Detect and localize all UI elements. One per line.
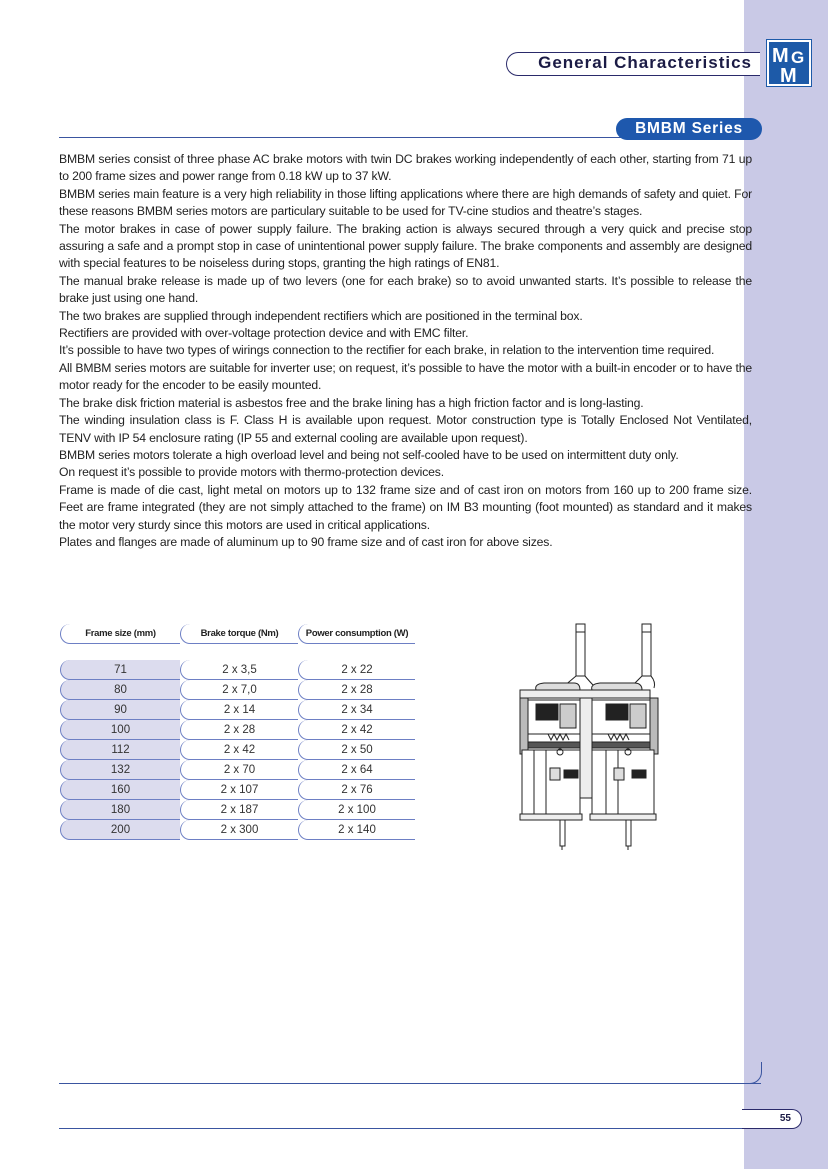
paragraph: The manual brake release is made up of two levers (one for each brake) so to avoid unwanted starts. It’s possible to release the brake just using one hand. xyxy=(59,273,752,306)
description-text xyxy=(59,151,752,551)
frame-size-cell: 132 xyxy=(60,760,180,780)
frame-size-cell: 200 xyxy=(60,820,180,840)
power-consumption-cell: 2 x 140 xyxy=(298,820,415,840)
power-consumption-cell: 2 x 50 xyxy=(298,740,415,760)
brake-torque-cell: 2 x 187 xyxy=(180,800,298,820)
frame-size-cell: 80 xyxy=(60,680,180,700)
table-header-row xyxy=(60,624,415,644)
table-row xyxy=(60,820,415,840)
svg-text:G: G xyxy=(791,48,805,67)
power-consumption-cell: 2 x 28 xyxy=(298,680,415,700)
table-row xyxy=(60,740,415,760)
frame-size-cell: 180 xyxy=(60,800,180,820)
table-row xyxy=(60,780,415,800)
paragraph: On request it’s possible to provide motors with thermo-protection devices. xyxy=(59,465,444,480)
series-title-badge: BMBM Series xyxy=(616,118,762,140)
brake-torque-cell: 2 x 107 xyxy=(180,780,298,800)
frame-size-cell: 90 xyxy=(60,700,180,720)
twin-brake-section-drawing xyxy=(514,620,664,850)
table-row xyxy=(60,660,415,680)
paragraph: BMBM series consist of three phase AC brake motors with twin DC brakes working independently of each other, starting from 71 up to 200 frame sizes and power range from 0.18 kW up to 37 kW. xyxy=(59,152,752,184)
table-row xyxy=(60,700,415,720)
paragraph: BMBM series main feature is a very high reliability in those lifting applications where there are high demands of safety and quiet. For these reasons BMBM series motors are particulary suitable to be used for TV-cine studios and theatre’s stages. xyxy=(59,186,752,219)
power-consumption-cell: 2 x 42 xyxy=(298,720,415,740)
svg-text:M: M xyxy=(780,65,797,84)
power-consumption-cell: 2 x 64 xyxy=(298,760,415,780)
paragraph: The winding insulation class is F. Class H is available upon request. Motor construction type is Totally Enclosed Not Ventilated, TENV with IP 54 enclosure rating (IP 55 and external cooling are available upon request). xyxy=(59,413,752,445)
paragraph: All BMBM series motors are suitable for inverter use; on request, it’s possible to have the motor with a built-in encoder or to have the motor ready for the encoder to be easily mounted. xyxy=(59,360,752,393)
paragraph: The two brakes are supplied through independent rectifiers which are positioned in the terminal box. xyxy=(59,308,583,323)
power-consumption-cell: 2 x 22 xyxy=(298,660,415,680)
brake-torque-cell: 2 x 3,5 xyxy=(180,660,298,680)
table-row xyxy=(60,720,415,740)
frame-size-cell: 100 xyxy=(60,720,180,740)
brake-torque-cell: 2 x 28 xyxy=(180,720,298,740)
table-row xyxy=(60,680,415,700)
power-consumption-cell: 2 x 100 xyxy=(298,800,415,820)
paragraph: Rectifiers are provided with over-voltage protection device and with EMC filter. xyxy=(59,326,469,341)
frame-size-cell: 112 xyxy=(60,740,180,760)
page-number: 55 xyxy=(742,1109,802,1129)
table-row xyxy=(60,760,415,780)
side-color-band xyxy=(744,0,828,1169)
svg-text:M: M xyxy=(772,45,789,67)
header-brake-torque: Brake torque (Nm) xyxy=(180,624,298,644)
footer-line xyxy=(59,1128,759,1129)
brake-torque-cell: 2 x 14 xyxy=(180,700,298,720)
power-consumption-cell: 2 x 34 xyxy=(298,700,415,720)
mgm-logo xyxy=(767,40,811,86)
section-title: General Characteristics xyxy=(538,53,752,72)
frame-size-cell: 160 xyxy=(60,780,180,800)
table-row xyxy=(60,800,415,820)
paragraph: BMBM series motors tolerate a high overload level and being not self-cooled have to be used on intermittent duty only. xyxy=(59,447,679,462)
paragraph: Plates and flanges are made of aluminum up to 90 frame size and of cast iron for above sizes. xyxy=(59,534,553,549)
header-frame-size: Frame size (mm) xyxy=(60,624,180,644)
paragraph: The motor brakes in case of power supply failure. The braking action is always secured through a very quick and precise stop assuring a safe and a prompt stop in case of unintentional power supply failure. The brake components and assembly are designed with special features to be noiseless during stops, granting the high ratings of EN81. xyxy=(59,221,752,271)
brake-torque-cell: 2 x 7,0 xyxy=(180,680,298,700)
frame-size-cell: 71 xyxy=(60,660,180,680)
brake-torque-cell: 2 x 42 xyxy=(180,740,298,760)
brake-torque-cell: 2 x 300 xyxy=(180,820,298,840)
header-power-consumption: Power consumption (W) xyxy=(298,624,415,644)
power-consumption-cell: 2 x 76 xyxy=(298,780,415,800)
paragraph: It’s possible to have two types of wirings connection to the rectifier for each brake, in relation to the intervention time required. xyxy=(59,343,715,358)
bottom-frame-line xyxy=(59,1083,761,1084)
brake-torque-cell: 2 x 70 xyxy=(180,760,298,780)
paragraph: Frame is made of die cast, light metal on motors up to 132 frame size and of cast iron on motors from 160 up to 200 frame size. Feet are frame integrated (they are not simply attached to the frame) on IM B3 mounting (foot mounted) as standard and it makes the motor very sturdy since this motors are used in critical applications. xyxy=(59,482,752,532)
paragraph: The brake disk friction material is asbestos free and the brake lining has a high friction factor and is long-lasting. xyxy=(59,395,644,410)
